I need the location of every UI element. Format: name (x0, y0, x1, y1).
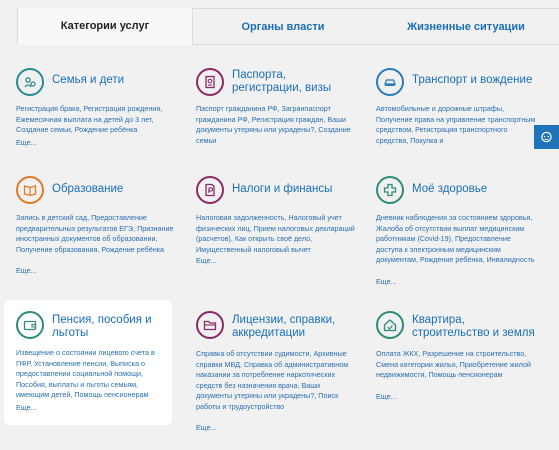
chat-assistant-button[interactable] (534, 125, 559, 149)
card-title: Квартира, строительство и земля (412, 314, 535, 339)
card-more-link[interactable]: Еще... (16, 266, 37, 275)
document-ruble-icon (196, 176, 224, 204)
card-description[interactable]: Оплата ЖКХ, Разрешение на строительство, Смена категории жилья, Приобретение жилой недвижимости, Помощь пенсионерам (376, 349, 531, 380)
card-title: Транспорт и вождение (412, 74, 533, 86)
card-description[interactable]: Запись в детский сад, Предоставление предварительных результатов ЕГЭ, Признание иностранных документов об образовании, Получение образования, Рождение ребёнка (16, 213, 174, 254)
card-more-link[interactable]: Еще... (16, 403, 37, 412)
card-title: Паспорта, регистрации, визы (232, 69, 332, 94)
card-taxes-finance[interactable] (188, 168, 358, 288)
card-title: Лицензии, справки, аккредитации (232, 314, 336, 339)
card-description[interactable]: Паспорт гражданина РФ, Загранпаспорт гражданина РФ, Регистрация граждан, Ваши документы утеряны или украдены?, Создание семьи (196, 104, 351, 145)
tab-life-situations[interactable]: Жизненные ситуации (407, 21, 525, 33)
card-health[interactable] (368, 168, 538, 298)
card-housing-land[interactable] (368, 300, 538, 420)
passport-icon (196, 68, 224, 96)
card-licenses[interactable] (188, 300, 358, 440)
card-title: Налоги и финансы (232, 183, 333, 195)
card-more-link[interactable]: Еще... (376, 277, 397, 286)
card-description[interactable]: Налоговая задолженность, Налоговый учет физических лиц, Прием налоговых деклараций (расчетов), Как открыть своё дело, Имущественный налоговый вычет (196, 213, 355, 254)
category-tabs (17, 8, 559, 45)
health-cross-icon (376, 176, 404, 204)
card-description[interactable]: Регистрация брака, Регистрация рождения, Ежемесячная выплата на детей до 3 лет, Создание семьи, Рождение ребёнка (16, 104, 163, 135)
book-icon (16, 176, 44, 204)
card-passports-visas[interactable] (188, 58, 358, 158)
card-education[interactable] (8, 168, 178, 288)
wallet-icon (16, 311, 44, 339)
card-title: Пенсия, пособия и льготы (52, 314, 152, 339)
card-more-link[interactable]: Еще... (196, 256, 217, 265)
card-description[interactable]: Справка об отсутствии судимости, Архивные справки МВД, Справка об административном наказании за потребление наркотических средств без назначения врача, Ваши документы утеряны или украдены?, Поиск работы и трудоустройство (196, 349, 349, 411)
card-description[interactable]: Извещение о состоянии лицевого счета в ПФР, Установление пенсии, Выписка о предоставлении социальной помощи, Пособия, выплаты и льготы семьям, имеющим детей, Помощь пенсионерам (16, 348, 155, 400)
card-description[interactable]: Дневник наблюдения за состоянием здоровья, Жалоба об отсутствии выплат медицинским работникам (Covid-19), Предоставление доступа к электронным медицинским документам, Рождение ребёнка, Инвалидность (376, 213, 535, 265)
family-icon (16, 68, 44, 96)
tab-divider (193, 44, 559, 45)
car-icon (376, 68, 404, 96)
tab-government-bodies[interactable]: Органы власти (241, 21, 325, 33)
card-pension-benefits[interactable] (4, 300, 172, 425)
card-more-link[interactable]: Еще... (16, 138, 37, 147)
card-title: Семья и дети (52, 74, 125, 86)
card-transport[interactable] (368, 58, 538, 158)
tab-service-categories[interactable]: Категории услуг (17, 8, 193, 45)
house-check-icon (376, 311, 404, 339)
card-title: Моё здоровье (412, 183, 488, 195)
card-more-link[interactable]: Еще... (196, 423, 217, 432)
card-more-link[interactable]: Еще... (376, 392, 397, 401)
chat-bubble-icon (540, 131, 553, 144)
card-title: Образование (52, 183, 124, 195)
card-family-children[interactable] (8, 58, 178, 158)
card-description[interactable]: Автомобильные и дорожные штрафы, Получение права на управление транспортным средством, Регистрация транспортного средства, Покупка и (376, 104, 536, 145)
folder-icon (196, 311, 224, 339)
